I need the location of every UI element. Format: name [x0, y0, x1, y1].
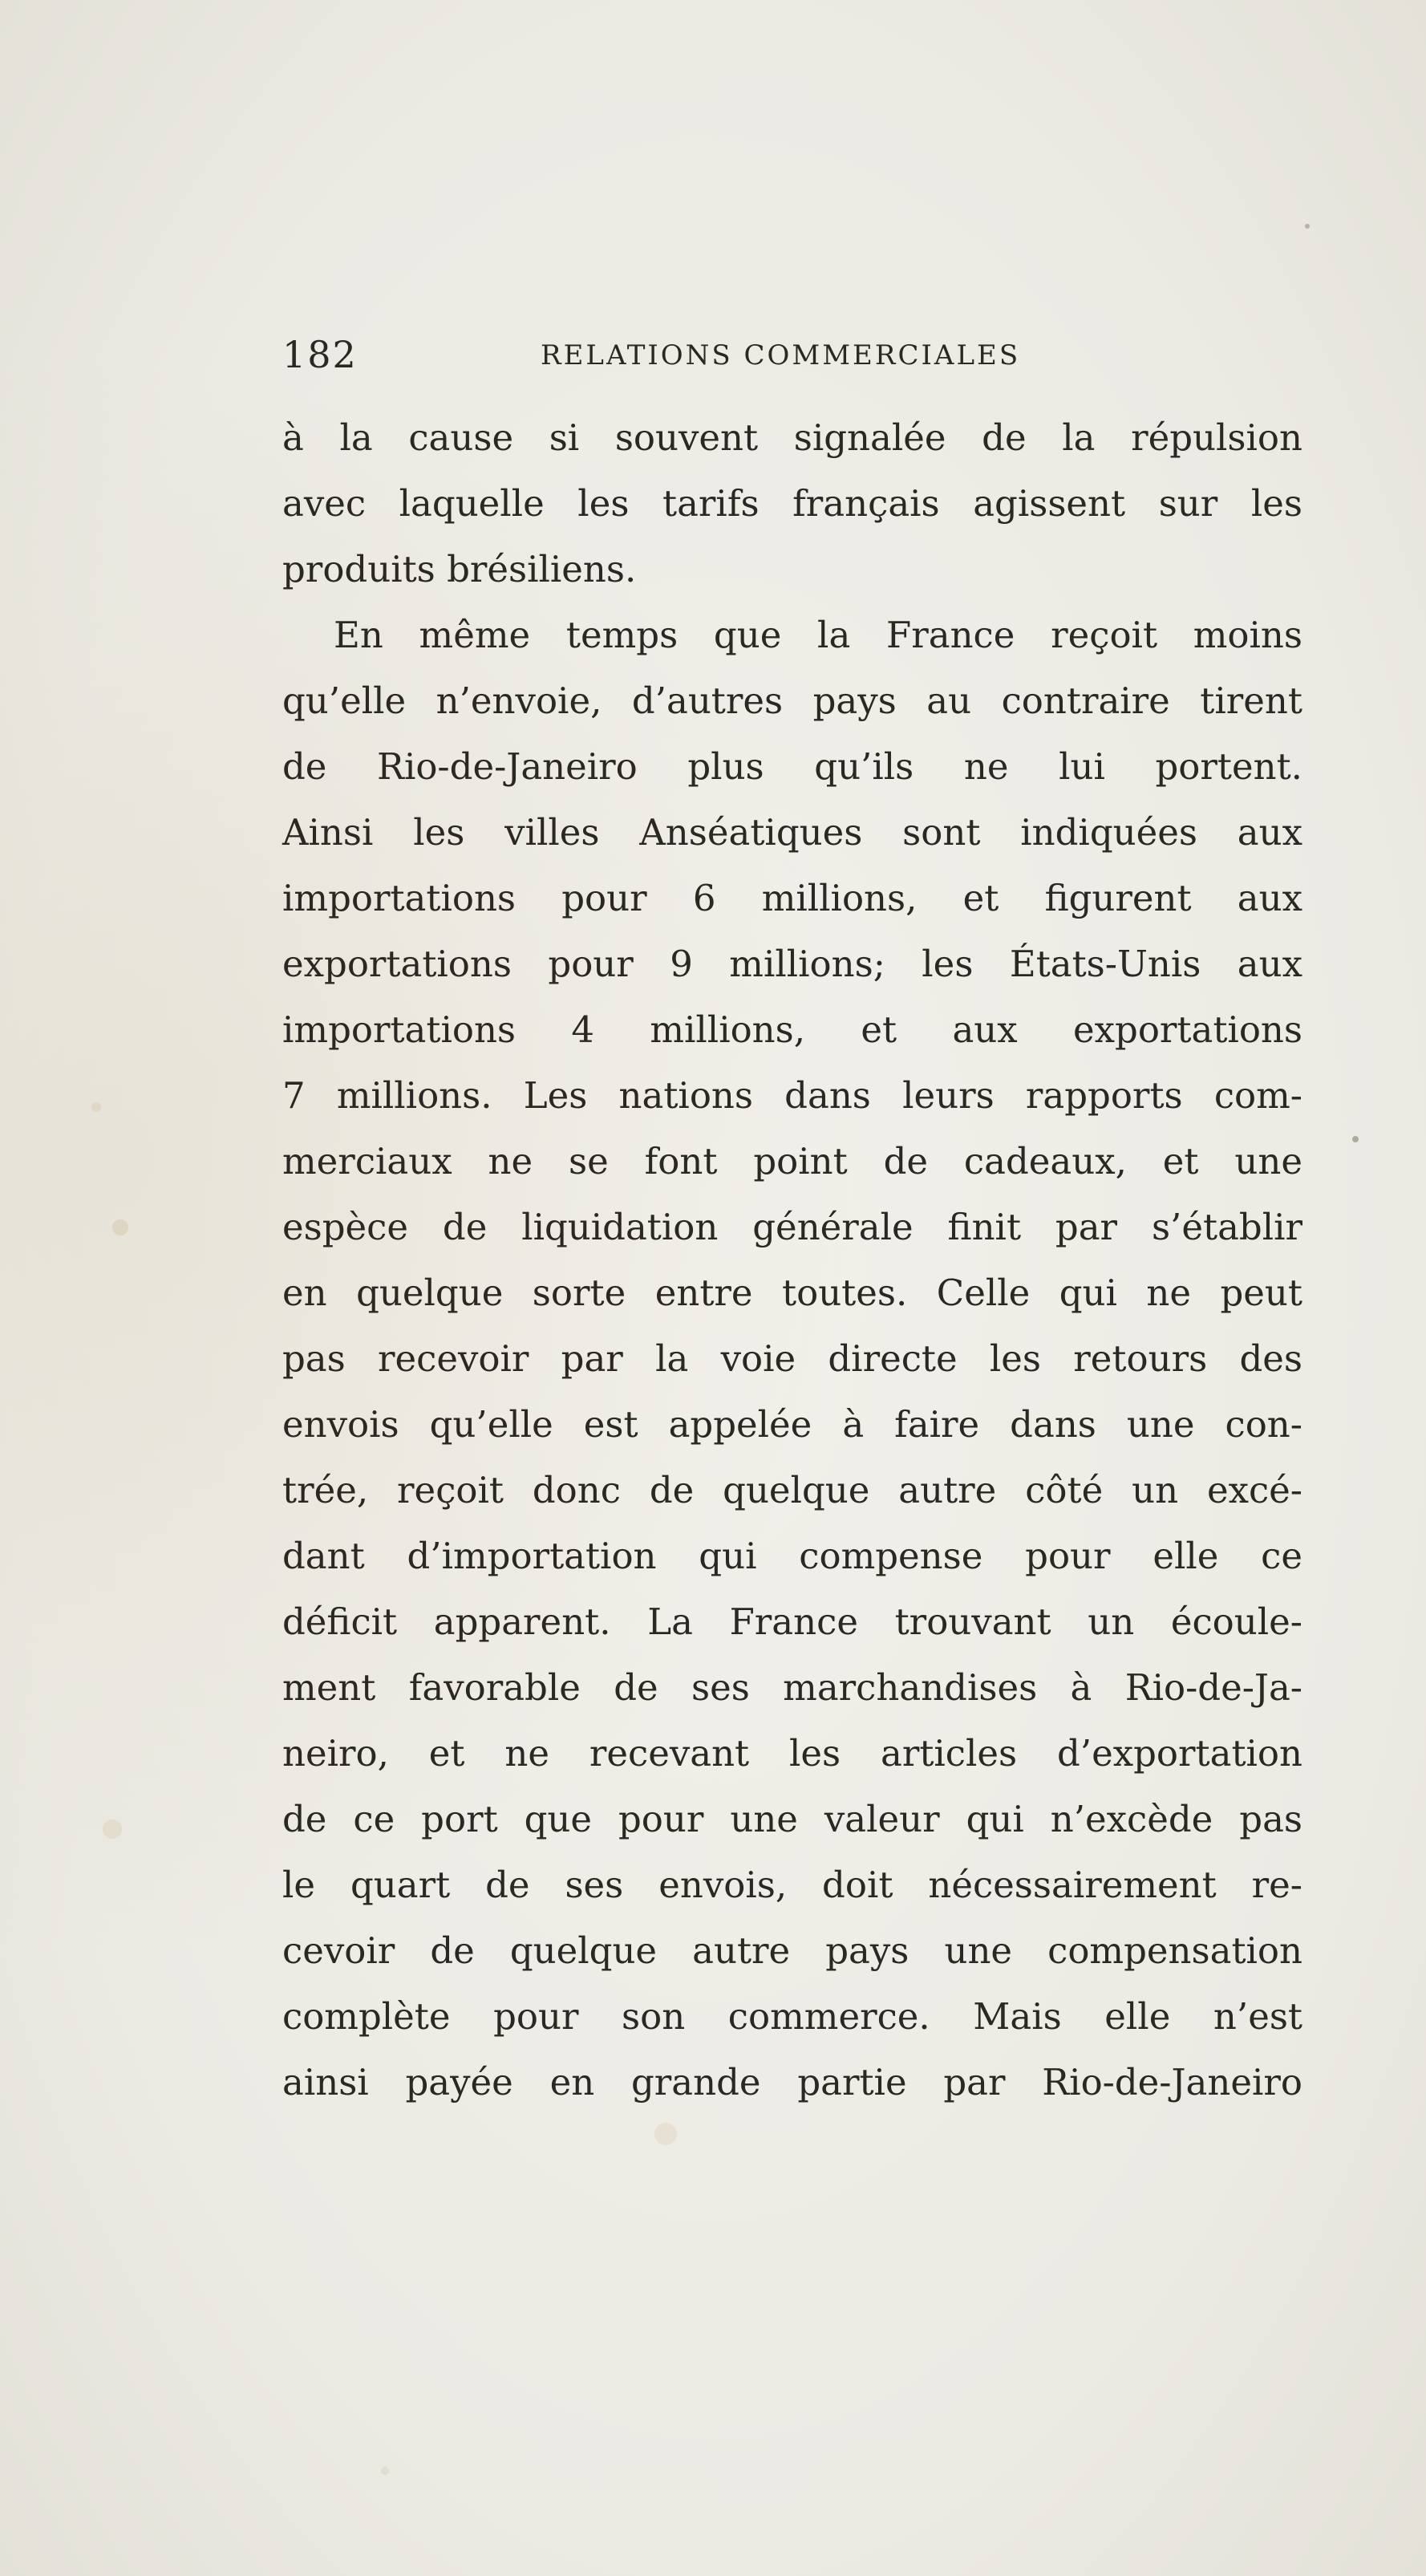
text-line: de ce port que pour une valeur qui n’excède pas [282, 1798, 1302, 1840]
text-line: qu’elle n’envoie, d’autres pays au contraire tirent [282, 679, 1302, 722]
text-line: importations 4 millions, et aux exportations [282, 1008, 1302, 1051]
text-line: importations pour 6 millions, et figurent aux [282, 877, 1302, 919]
text-line: déficit apparent. La France trouvant un écoule- [282, 1600, 1302, 1643]
text-line: En même temps que la France reçoit moins [334, 614, 1302, 656]
text-line: avec laquelle les tarifs français agissent sur les [282, 482, 1302, 525]
text-line: trée, reçoit donc de quelque autre côté un excé- [282, 1469, 1302, 1511]
text-line: complète pour son commerce. Mais elle n’est [282, 1995, 1302, 2038]
text-line: dant d’importation qui compense pour elle ce [282, 1535, 1302, 1577]
text-line: 7 millions. Les nations dans leurs rapports com- [282, 1074, 1302, 1117]
page-number: 182 [282, 333, 358, 376]
text-line: en quelque sorte entre toutes. Celle qui ne peut [282, 1272, 1302, 1314]
text-line: cevoir de quelque autre pays une compensation [282, 1929, 1302, 1972]
text-line: exportations pour 9 millions; les États-Unis aux [282, 943, 1302, 985]
text-line: ment favorable de ses marchandises à Rio-de-Ja- [282, 1666, 1302, 1709]
text-line: merciaux ne se font point de cadeaux, et une [282, 1140, 1302, 1183]
text-line: pas recevoir par la voie directe les retours des [282, 1337, 1302, 1380]
text-line: produits brésiliens. [282, 548, 637, 590]
text-line: Ainsi les villes Anséatiques sont indiquées aux [282, 811, 1302, 854]
text-line: à la cause si souvent signalée de la répulsion [282, 416, 1302, 459]
text-line: le quart de ses envois, doit nécessairement re- [282, 1864, 1302, 1906]
text-line: de Rio-de-Janeiro plus qu’ils ne lui portent. [282, 745, 1302, 788]
running-head [282, 331, 1302, 379]
text-line: espèce de liquidation générale finit par s’établir [282, 1206, 1302, 1248]
body-text [282, 405, 1302, 2116]
text-line: envois qu’elle est appelée à faire dans une con- [282, 1403, 1302, 1446]
running-title: RELATIONS COMMERCIALES [541, 339, 1021, 371]
text-line: neiro, et ne recevant les articles d’exportation [282, 1732, 1302, 1775]
text-line: ainsi payée en grande partie par Rio-de-Janeiro [282, 2061, 1302, 2103]
